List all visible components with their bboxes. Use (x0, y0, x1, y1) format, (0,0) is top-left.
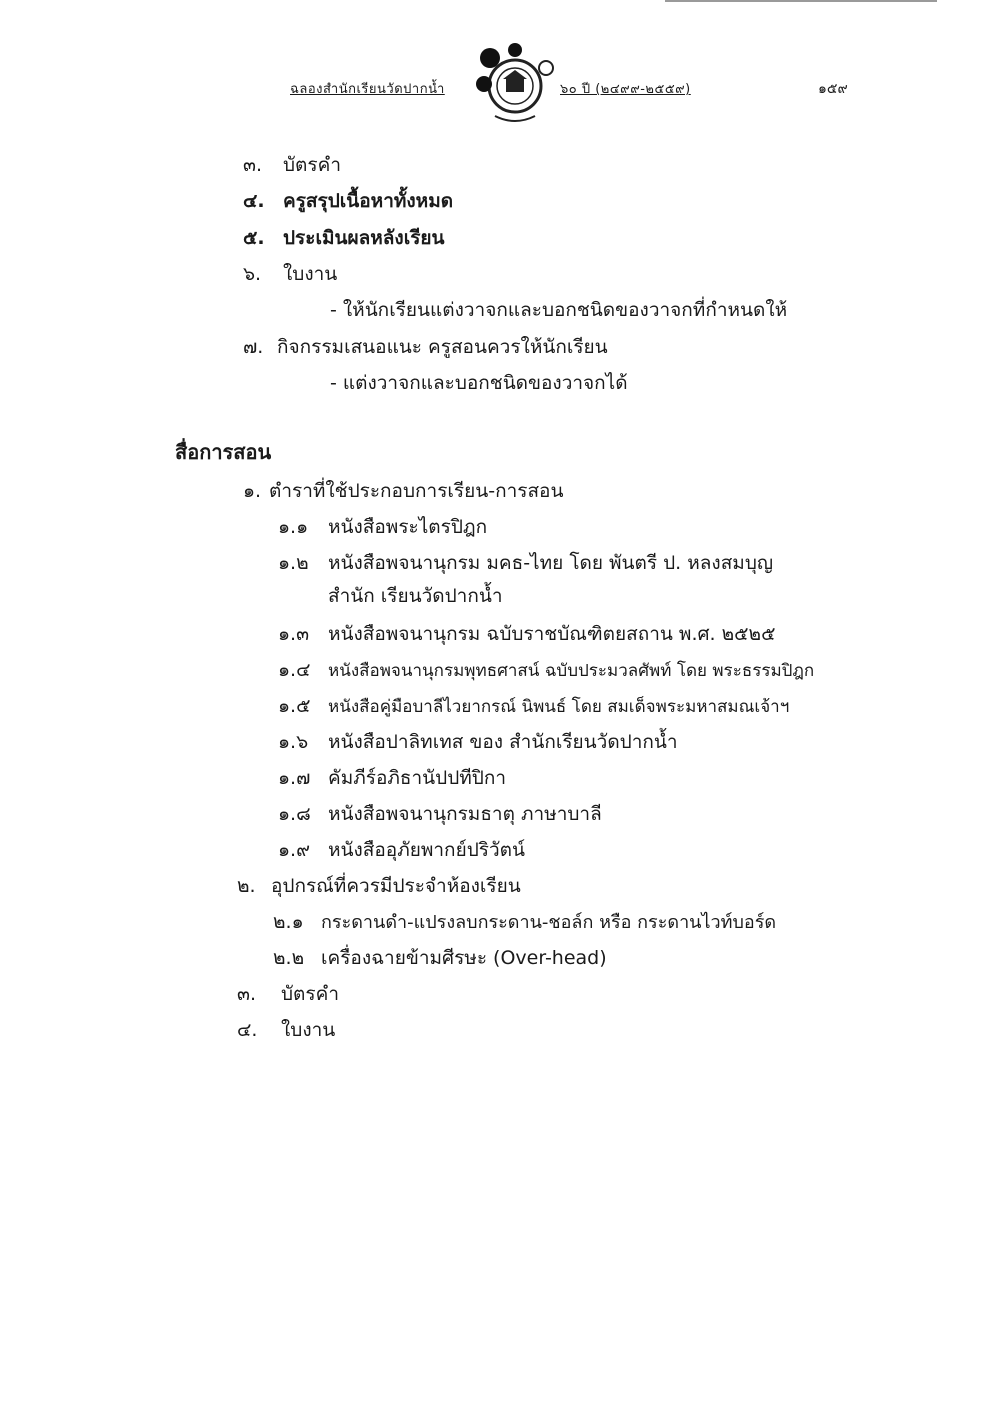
top-rule (665, 0, 937, 2)
list-item: ๑.๗ คัมภีร์อภิธานัปปทีปิกา (278, 767, 507, 789)
list-item: ๑.๔ หนังสือพจนานุกรมพุทธศาสน์ ฉบับประมวลศัพท์ โดย พระธรรมปิฎก (278, 659, 815, 681)
header-title: ฉลองสำนักเรียนวัดปากน้ำ (290, 82, 445, 97)
page-number: ๑๕๙ (818, 81, 848, 97)
list-item: ๑.๖ หนังสือปาลิทเทส ของ สำนักเรียนวัดปากน้ำ (278, 731, 678, 753)
section-heading: สื่อการสอน (175, 440, 272, 464)
list-item: ๑.๒ หนังสือพจนานุกรม มคธ-ไทย โดย พันตรี ป. หลงสมบุญ (278, 552, 774, 574)
emblem-icon (470, 38, 560, 128)
list-item: ๑.๙ หนังสืออุภัยพากย์ปริวัตน์ (278, 839, 525, 861)
list-item: ๖. ใบงาน (243, 263, 338, 285)
list-item: - ให้นักเรียนแต่งวาจกและบอกชนิดของวาจกที่กำหนดให้ (330, 299, 788, 321)
list-item: ๓. บัตรคำ (237, 983, 339, 1005)
list-item: ๔. ใบงาน (237, 1019, 336, 1041)
list-item: ๗. กิจกรรมเสนอแนะ ครูสอนควรให้นักเรียน (243, 336, 608, 358)
list-item: ๑.๑ หนังสือพระไตรปิฎก (278, 516, 488, 538)
list-item: - แต่งวาจกและบอกชนิดของวาจกได้ (330, 372, 628, 394)
list-item: ๒. อุปกรณ์ที่ควรมีประจำห้องเรียน (237, 875, 521, 897)
list-item: ๑.๘ หนังสือพจนานุกรมธาตุ ภาษาบาลี (278, 803, 602, 825)
list-item: ๑. ตำราที่ใช้ประกอบการเรียน-การสอน (243, 480, 564, 502)
list-item: ๕. ประเมินผลหลังเรียน (243, 227, 445, 249)
list-item: ๑.๓ หนังสือพจนานุกรม ฉบับราชบัณฑิตยสถาน พ.ศ. ๒๕๒๕ (278, 623, 776, 645)
list-item: ๔. ครูสรุปเนื้อหาทั้งหมด (243, 190, 454, 212)
header-anniversary: ๖๐ ปี (๒๔๙๙-๒๕๕๙) (560, 82, 691, 97)
list-item: ๒.๒ เครื่องฉายข้ามศีรษะ (Over-head) (273, 947, 607, 969)
list-item: ๑.๕ หนังสือคู่มือบาลีไวยากรณ์ นิพนธ์ โดย สมเด็จพระมหาสมณเจ้าฯ (278, 695, 790, 717)
list-item: ๒.๑ กระดานดำ-แปรงลบกระดาน-ชอล์ก หรือ กระดานไวท์บอร์ด (273, 911, 777, 933)
list-item: สำนัก เรียนวัดปากน้ำ (328, 585, 503, 607)
list-item: ๓. บัตรคำ (243, 154, 341, 176)
